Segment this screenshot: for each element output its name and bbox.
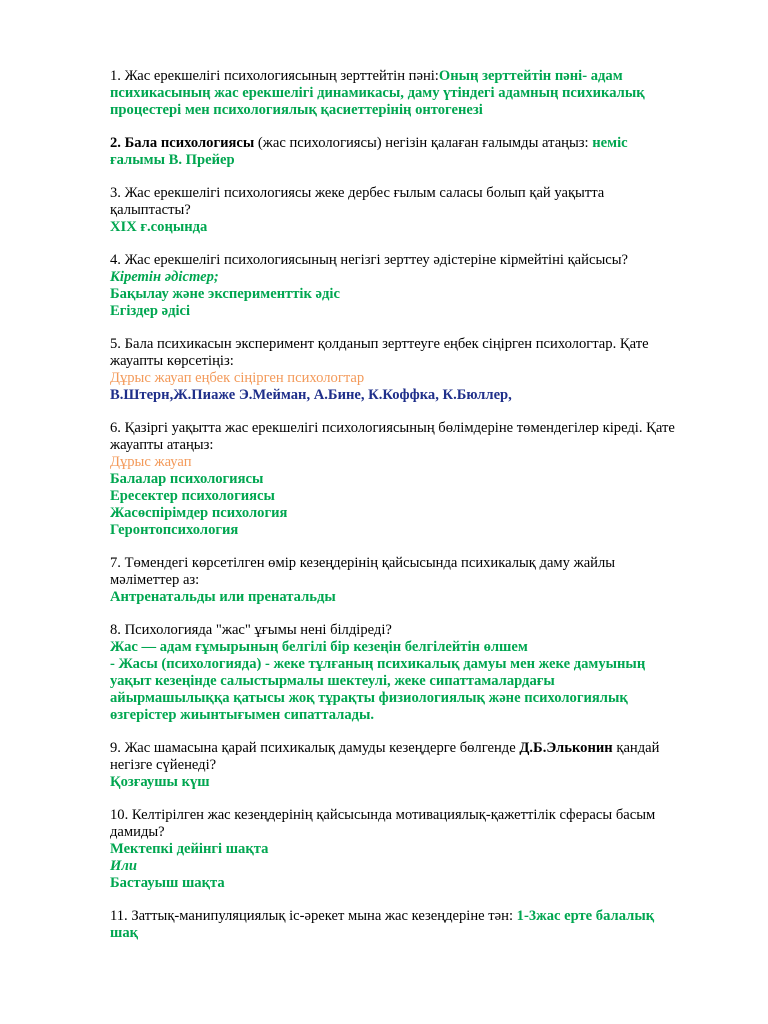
answer-text: өзгерістер жиынтығымен сипатталады.	[110, 707, 375, 723]
question-6	[110, 420, 700, 539]
question-text: 8. Психологияда "жас" ұғымы нені білдіреді?	[110, 622, 392, 638]
question-text: 10. Келтірілген жас кезеңдерінің қайсысында мотивациялық-қажеттілік сферасы басым	[110, 807, 656, 823]
answer-text: Ересектер психологиясы	[110, 488, 275, 504]
question-3	[110, 185, 700, 236]
hint-text: Дұрыс жауап	[110, 454, 192, 470]
answer-text: Жасөспірімдер психология	[110, 505, 288, 521]
question-1	[110, 68, 700, 119]
question-term: Д.Б.Эльконин	[519, 740, 613, 756]
answer-text: XIX ғ.соңында	[110, 219, 208, 235]
question-text: 6. Қазіргі уақытта жас ерекшелігі психологиясының бөлімдеріне төмендегілер кіреді. Қате	[110, 420, 675, 436]
question-10	[110, 807, 700, 892]
question-text: 9. Жас шамасына қарай психикалық дамуды кезеңдерге бөлгенде	[110, 740, 520, 756]
answer-text: Кіретін әдістер;	[110, 269, 219, 285]
answer-text: Оның зерттейтін пәні- адам	[438, 68, 623, 84]
answer-text: В.Штерн,Ж.Пиаже Э.Мейман, А.Бине, К.Коффка, К.Бюллер,	[110, 387, 512, 403]
question-text: мәліметтер аз:	[110, 572, 200, 588]
answer-text: Жас — адам ғұмырының белгілі бір кезеңін белгілейтін өлшем	[110, 639, 528, 655]
answer-text: Бақылау және эксперименттік әдіс	[110, 286, 340, 302]
question-text: 3. Жас ерекшелігі психологиясы жеке дербес ғылым саласы болып қай уақытта	[110, 185, 605, 201]
answer-text: Антренатальды или пренатальды	[110, 589, 336, 605]
question-text: жауапты атаңыз:	[110, 437, 214, 453]
answer-text: ғалымы В. Прейер	[110, 152, 235, 168]
answer-text: шақ	[110, 925, 139, 941]
answer-text: Или	[110, 858, 137, 874]
answer-text: 1-3жас ерте балалық	[516, 908, 655, 924]
answer-text: Геронтопсихология	[110, 522, 239, 538]
answer-text: Қозғаушы күш	[110, 774, 210, 790]
answer-text: уақыт кезеңінде салыстырмалы шектеулі, жеке сипаттамалардағы	[110, 673, 555, 689]
question-text: қалыптасты?	[110, 202, 191, 218]
question-text: қандай	[612, 740, 660, 756]
question-4	[110, 252, 700, 320]
answer-text: психикасының жас ерекшелігі динамикасы, даму үтіндегі адамның психикалық	[110, 85, 645, 101]
question-term: Бала психологиясы	[124, 135, 255, 151]
question-5	[110, 336, 700, 404]
question-text: 7. Төмендегі көрсетілген өмір кезеңдерінің қайсысында психикалық даму жайлы	[110, 555, 616, 571]
question-11	[110, 908, 700, 942]
question-text: негізге сүйенеді?	[110, 757, 217, 773]
question-text: 4. Жас ерекшелігі психологиясының негізгі зерттеу әдістеріне кірмейтіні қайсысы?	[110, 252, 629, 268]
answer-text: Мектепкі дейінгі шақта	[110, 841, 269, 857]
question-text: 1. Жас ерекшелігі психологиясының зерттейтін пәні:	[110, 68, 439, 84]
answer-text: неміс	[592, 135, 628, 151]
question-text: 5. Бала психикасын эксперимент қолданып зерттеуге еңбек сіңірген психологтар. Қате	[110, 336, 649, 352]
question-text: (жас психологиясы) негізін қалаған ғалымды атаңыз:	[254, 135, 593, 151]
question-text: 11. Заттық-манипуляциялық іс-әрекет мына жас кезеңдеріне тән:	[110, 908, 517, 924]
answer-text: айырмашылыққа қатысы жоқ тұрақты физиологиялық және психологиялық	[110, 690, 628, 706]
answer-text: Бастауыш шақта	[110, 875, 225, 891]
question-8	[110, 622, 700, 724]
question-number: 2.	[110, 135, 121, 151]
hint-text: Дұрыс жауап еңбек сіңірген психологтар	[110, 370, 365, 386]
answer-text: процестері мен психологиялық қасиеттерінің онтогенезі	[110, 102, 483, 118]
document-page	[110, 68, 700, 958]
answer-text: Егіздер әдісі	[110, 303, 191, 319]
question-text: дамиды?	[110, 824, 165, 840]
question-2	[110, 135, 700, 169]
question-text: жауапты көрсетіңіз:	[110, 353, 234, 369]
answer-text: Балалар психологиясы	[110, 471, 264, 487]
question-7	[110, 555, 700, 606]
question-9	[110, 740, 700, 791]
answer-text: - Жасы (психологияда) - жеке тұлғаның психикалық дамуы мен жеке дамуының	[110, 656, 646, 672]
